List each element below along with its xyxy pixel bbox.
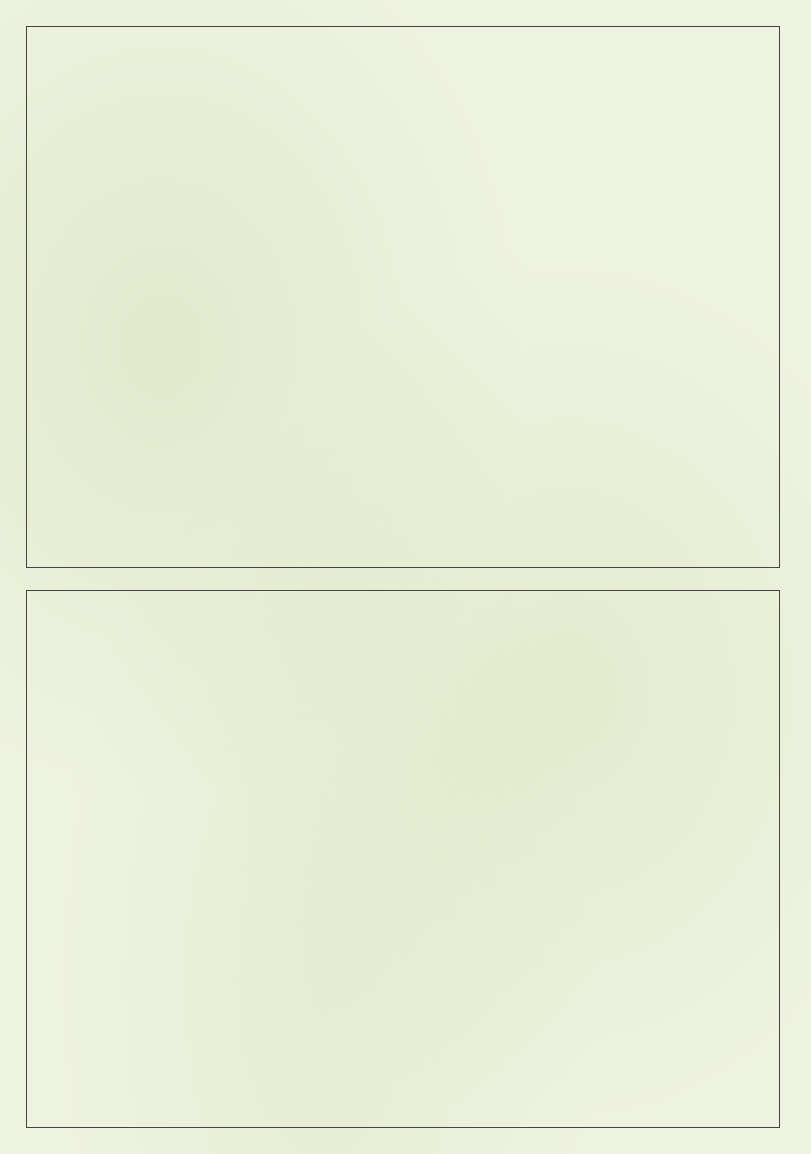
program-table-morning: [26, 26, 780, 568]
program-table-late-morning: [26, 590, 780, 1128]
